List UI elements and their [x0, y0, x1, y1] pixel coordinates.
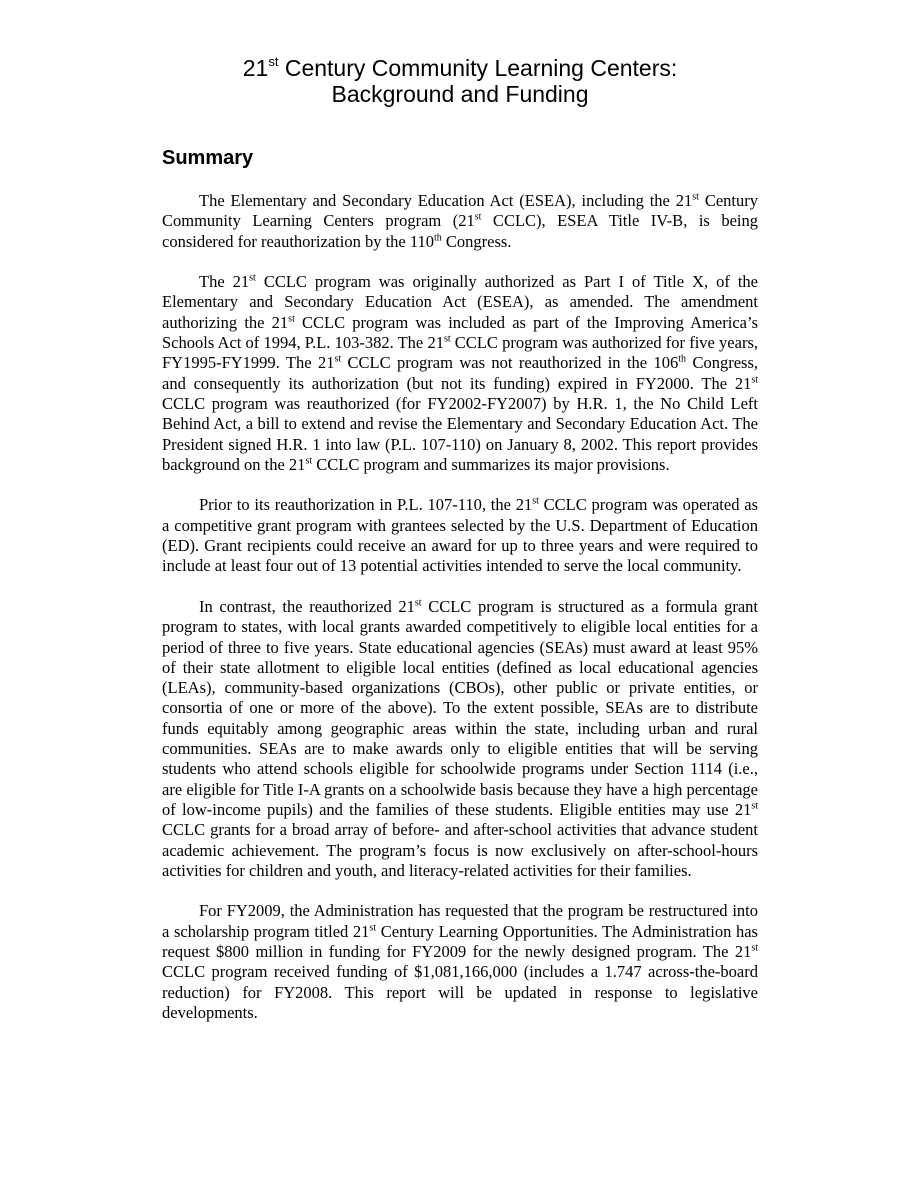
text-run: Century Learning Opportunities. The Administration has request $800 million in funding for FY2009 for the newly designed program. The 21: [162, 921, 758, 961]
paragraph-1: [162, 191, 758, 252]
document-page: [162, 55, 758, 1023]
text-run: CCLC grants for a broad array of before- and after-school activities that advance student academic achievement. The program’s focus is now exclusively on after-school-hours activities for children and youth, and literacy-related activities for their families.: [162, 820, 758, 880]
superscript: st: [414, 597, 422, 609]
superscript: st: [751, 800, 758, 812]
paragraph-4: [162, 597, 758, 881]
superscript: st: [249, 272, 256, 284]
superscript: th: [678, 353, 687, 365]
text-run: The 21: [199, 272, 250, 292]
title-superscript: st: [268, 54, 279, 70]
superscript: st: [334, 353, 342, 365]
text-run: In contrast, the reauthorized 21: [199, 596, 415, 616]
text-run: The Elementary and Secondary Education Act (ESEA), including the 21: [199, 191, 693, 210]
paragraph-5: [162, 901, 758, 1023]
text-run: CCLC program was operated as a competitive grant program with grantees selected by the U.S. Department of Education (ED). Grant recipients could receive an award for up to three years and were required to include at least four out of 13 potential activities intended to serve the local community.: [162, 495, 758, 576]
superscript: st: [751, 942, 758, 954]
text-run: CCLC program was included as part of the Improving America’s Schools Act of 1994, P.L. 103-382. The 21: [162, 312, 758, 353]
text-run: CCLC program was authorized for five years, FY1995-FY1999. The 21: [162, 333, 758, 373]
text-run: Prior to its reauthorization in P.L. 107-110, the 21: [199, 495, 533, 515]
title-line2-text: Background and Funding: [331, 81, 589, 107]
section-heading-summary: Summary: [162, 147, 254, 169]
superscript: st: [369, 922, 377, 934]
document-title: [162, 55, 758, 107]
title-line1-rest: Century Community Learning Centers:: [278, 55, 678, 81]
text-run: CCLC), ESEA Title IV-B, is being considered for reauthorization by the 110: [162, 211, 759, 251]
title-line1-text: 21: [242, 55, 269, 81]
superscript: st: [751, 374, 758, 386]
text-run: CCLC program was originally authorized as Part I of Title X, of the Elementary and Secondary Education Act (ESEA), as amended. The amendment authorizing the 21: [162, 272, 758, 332]
text-run: CCLC program is structured as a formula grant program to states, with local grants awarded competitively to eligible local entities for a period of three to five years. State educational agencies (SEAs) must award at least 95% of their state allotment to eligible local entities (defined as local educational agencies (LEAs), community-based organizations (CBOs), other public or private entities, or consortia of one or more of the above). To the extent possible, SEAs are to distribute funds equitably among geographic areas within the state, including urban and rural communities. SEAs are to make awards only to eligible entities that will be serving students who attend schools eligible for schoolwide programs under Section 1114 (i.e., are eligible for Title I-A grants on a schoolwide basis because they have a high percentage of low-income pupils) and the families of these students. Eligible entities may use 21: [162, 596, 758, 819]
superscript: th: [434, 232, 442, 244]
superscript: st: [474, 211, 482, 223]
superscript: st: [532, 495, 539, 507]
text-run: CCLC program was not reauthorized in the 106: [341, 353, 679, 373]
superscript: st: [288, 313, 295, 325]
superscript: st: [305, 455, 313, 467]
text-run: Century Community Learning Centers program (21: [162, 191, 758, 231]
text-run: CCLC program was reauthorized (for FY2002-FY2007) by H.R. 1, the No Child Left Behind Act, a bill to extend and revise the Elementary and Secondary Education Act. The President signed H.R. 1 into law (P.L. 107-110) on January 8, 2002. This report provides background on the 21: [162, 393, 758, 474]
paragraph-3: [162, 495, 758, 576]
superscript: st: [443, 333, 451, 345]
paragraph-2: [162, 272, 758, 475]
superscript: st: [692, 191, 699, 203]
text-run: For FY2009, the Administration has requested that the program be restructured into a scholarship program titled 21: [162, 901, 758, 941]
text-run: Congress, and consequently its authorization (but not its funding) expired in FY2000. The 21: [162, 353, 758, 393]
text-run: CCLC program and summarizes its major provisions.: [312, 454, 670, 474]
text-run: Congress.: [441, 231, 512, 251]
text-run: CCLC program received funding of $1,081,166,000 (includes a 1.747 across-the-board reduction) for FY2008. This report will be updated in response to legislative developments.: [162, 962, 758, 1022]
